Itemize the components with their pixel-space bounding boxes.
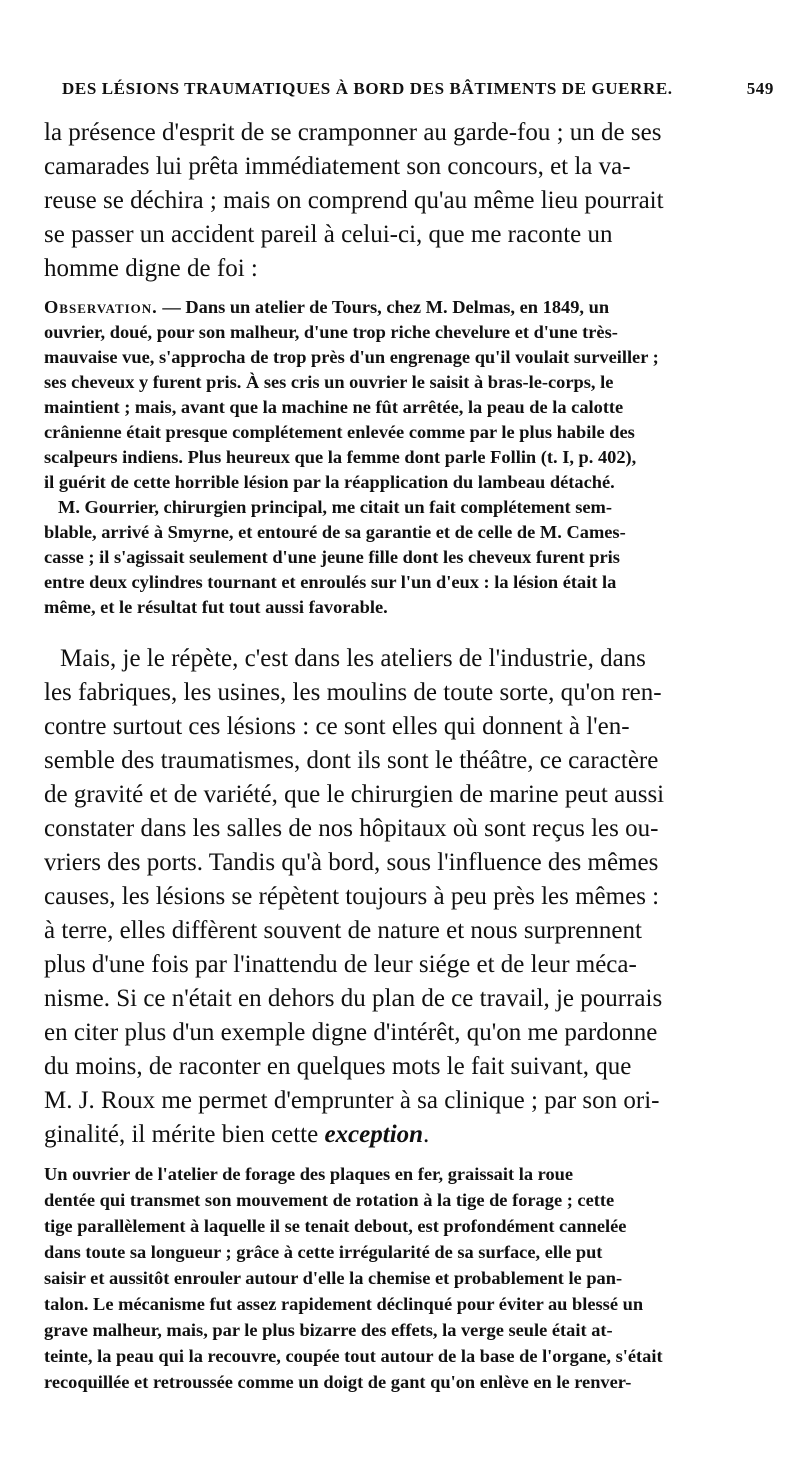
text-line: casse ; il s'agissait seulement d'une jeune fille dont les cheveux furent pris	[44, 547, 620, 567]
text-line: Un ouvrier de l'atelier de forage des plaques en fer, graissait la roue	[44, 1164, 574, 1184]
text-line: M. Gourrier, chirurgien principal, me citait un fait complétement sem-	[58, 497, 612, 517]
text-line: nisme. Si ce n'était en dehors du plan de ce travail, je pourrais	[44, 985, 663, 1012]
text-line: constater dans les salles de nos hôpitaux où sont reçus les ou-	[44, 815, 659, 842]
text-line: crânienne était presque complétement enlevée comme par le plus habile des	[44, 422, 635, 442]
text-line: à terre, elles diffèrent souvent de nature et nous surprennent	[44, 917, 642, 944]
text-line: semble des traumatismes, dont ils sont le théâtre, ce caractère	[44, 747, 659, 774]
text-line: M. J. Roux me permet d'emprunter à sa clinique ; par son ori-	[44, 1087, 660, 1114]
text-line: maintient ; mais, avant que la machine ne fût arrêtée, la peau de la calotte	[44, 397, 624, 417]
text-line: ses cheveux y furent pris. À ses cris un ouvrier le saisit à bras-le-corps, le	[44, 372, 614, 392]
text-line: ouvrier, doué, pour son malheur, d'une trop riche chevelure et d'une très-	[44, 322, 618, 342]
text-line: tige parallèlement à laquelle il se tenait debout, est profondément cannelée	[44, 1216, 627, 1236]
text-line: scalpeurs indiens. Plus heureux que la femme dont parle Follin (t. I, p. 402),	[44, 447, 637, 467]
observation-label: Observation.	[44, 297, 158, 317]
text-line: il guérit de cette horrible lésion par la réapplication du lambeau détaché.	[44, 472, 615, 492]
text-line: du moins, de raconter en quelques mots le fait suivant, que	[44, 1053, 632, 1080]
text-line: de gravité et de variété, que le chirurgien de marine peut aussi	[44, 781, 665, 808]
text-line: dentée qui transmet son mouvement de rotation à la tige de forage ; cette	[44, 1190, 615, 1210]
text-line: camarades lui prêta immédiatement son concours, et la va-	[44, 153, 631, 180]
text-line: homme digne de foi :	[44, 255, 258, 282]
text-line: entre deux cylindres tournant et enroulés sur l'un d'eux : la lésion était la	[44, 572, 617, 592]
text-line: plus d'une fois par l'inattendu de leur siége et de leur méca-	[44, 951, 637, 978]
text-line: reuse se déchira ; mais on comprend qu'au même lieu pourrait	[44, 187, 664, 214]
text-line: blable, arrivé à Smyrne, et entouré de sa garantie et de celle de M. Cames-	[44, 522, 626, 542]
text-line: même, et le résultat fut tout aussi favorable.	[44, 597, 388, 617]
observation-first-line-text: — Dans un atelier de Tours, chez M. Delmas, en 1849, un	[157, 297, 610, 317]
text-line: causes, les lésions se répètent toujours à peu près les mêmes :	[44, 883, 660, 910]
text-line: recoquillée et retroussée comme un doigt de gant qu'on enlève en le renver-	[44, 1372, 632, 1392]
text-line: Mais, je le répète, c'est dans les ateliers de l'industrie, dans	[60, 645, 646, 672]
text-line: dans toute sa longueur ; grâce à cette irrégularité de sa surface, elle put	[44, 1242, 603, 1262]
text-line: contre surtout ces lésions : ce sont elles qui donnent à l'en-	[44, 713, 630, 740]
text-run: .	[423, 1121, 430, 1148]
text-line: mauvaise vue, s'approcha de trop près d'un engrenage qu'il voulait surveiller ;	[44, 347, 659, 367]
observation-first-line	[44, 297, 772, 318]
text-line: la présence d'esprit de se cramponner au garde-fou ; un de ses	[44, 119, 662, 146]
text-line: vriers des ports. Tandis qu'à bord, sous l'influence des mêmes	[44, 849, 659, 876]
text-line: les fabriques, les usines, les moulins de toute sorte, qu'on ren-	[44, 679, 662, 706]
text-line: grave malheur, mais, par le plus bizarre des effets, la verge seule était at-	[44, 1320, 613, 1340]
page-number: 549	[746, 79, 774, 98]
text-run: ginalité, il mérite bien cette	[44, 1121, 325, 1148]
text-line: saisir et aussitôt enrouler autour d'elle la chemise et probablement le pan-	[44, 1268, 623, 1288]
text-line: se passer un accident pareil à celui-ci, que me raconte un	[44, 221, 613, 248]
header-title: DES LÉSIONS TRAUMATIQUES À BORD DES BÂTIMENTS DE GUERRE.	[62, 79, 673, 98]
text-line: en citer plus d'un exemple digne d'intérêt, qu'on me pardonne	[44, 1019, 658, 1046]
text-line: talon. Le mécanisme fut assez rapidement déclinqué pour éviter au blessé un	[44, 1294, 644, 1314]
text-line-last	[44, 1121, 429, 1149]
emphasized-word: exception	[324, 1121, 424, 1148]
running-header	[62, 79, 774, 99]
text-line: teinte, la peau qui la recouvre, coupée tout autour de la base de l'organe, s'était	[44, 1346, 663, 1366]
